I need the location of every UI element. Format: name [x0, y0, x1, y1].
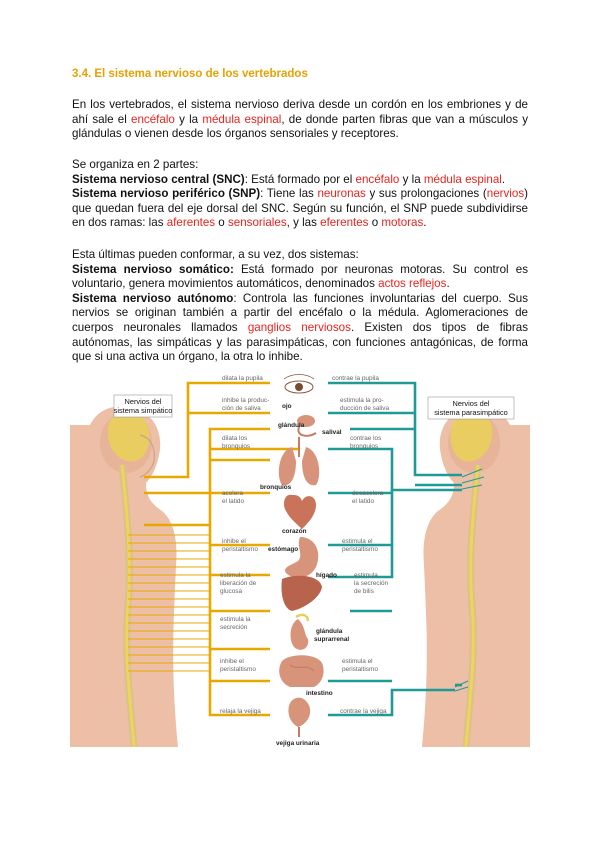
svg-text:liberación de: liberación de — [220, 580, 257, 587]
organ-label-higado: hígado — [316, 572, 337, 579]
term-snp: Sistema nervioso periférico (SNP) — [72, 187, 261, 201]
svg-text:la secreción: la secreción — [354, 580, 389, 587]
svg-text:contrae la pupila: contrae la pupila — [332, 375, 379, 382]
svg-text:contrae los: contrae los — [350, 435, 382, 442]
organ-label-glandula-supra: glándula — [316, 628, 343, 635]
right-body-silhouette — [422, 407, 530, 747]
eye-icon — [284, 375, 314, 394]
svg-text:estimula: estimula — [354, 572, 378, 579]
svg-text:acelera: acelera — [222, 490, 243, 497]
svg-text:dilata los: dilata los — [222, 435, 248, 442]
svg-text:estimula el: estimula el — [342, 658, 373, 665]
svg-text:ción de saliva: ción de saliva — [222, 405, 261, 412]
sympathetic-label-box — [114, 395, 173, 417]
organ-label-vejiga: vejiga urinaria — [276, 740, 320, 747]
lungs-icon — [279, 437, 319, 485]
svg-text:estimula la: estimula la — [220, 572, 251, 579]
svg-text:sistema simpático: sistema simpático — [113, 406, 173, 415]
svg-text:estimula la pro-: estimula la pro- — [340, 397, 384, 404]
adrenal-gland-icon — [291, 615, 309, 650]
svg-text:Nervios del: Nervios del — [124, 397, 162, 406]
section-heading: 3.4. El sistema nervioso de los vertebrados — [72, 68, 308, 80]
organ-label-glandula: glándula — [278, 422, 305, 429]
svg-text:sistema parasimpático: sistema parasimpático — [434, 408, 508, 417]
svg-text:inhibe la produc-: inhibe la produc- — [222, 397, 270, 404]
term-autonomo: Sistema nervioso autónomo — [72, 291, 234, 305]
term-medula: médula espinal — [202, 112, 282, 126]
left-body-silhouette — [70, 407, 178, 747]
heart-icon — [284, 495, 316, 529]
svg-text:el latido: el latido — [352, 498, 375, 505]
term-encefalo: encéfalo — [131, 112, 175, 126]
nervous-system-figure — [70, 365, 530, 747]
paragraph-intro: En los vertebrados, el sistema nervioso deriva desde un cordón en los embriones y de ahí sale el encéfalo y la médula espinal, de donde parten fibras que van a músculos y glándulas o vienen desde los órganos sensoriales y receptores. — [72, 98, 528, 141]
svg-text:secreción: secreción — [220, 624, 248, 631]
svg-text:peristaltismo: peristaltismo — [220, 666, 256, 673]
svg-text:estimula la: estimula la — [220, 616, 251, 623]
svg-text:inhibe el: inhibe el — [220, 658, 244, 665]
svg-text:bronquios: bronquios — [350, 443, 379, 450]
svg-text:dilata la pupila: dilata la pupila — [222, 375, 263, 382]
organ-label-ojo: ojo — [282, 403, 292, 410]
bladder-icon — [288, 698, 310, 737]
svg-text:contrae la vejiga: contrae la vejiga — [340, 708, 387, 715]
svg-text:desacelera: desacelera — [352, 490, 384, 497]
svg-text:estimula el: estimula el — [342, 538, 373, 545]
svg-text:peristaltismo: peristaltismo — [342, 666, 378, 673]
svg-text:el latido: el latido — [222, 498, 245, 505]
svg-text:Nervios del: Nervios del — [452, 399, 490, 408]
svg-text:relaja la vejiga: relaja la vejiga — [220, 708, 261, 715]
organ-label-intestino: intestino — [306, 690, 333, 697]
intestine-icon — [279, 655, 323, 687]
svg-text:de bilis: de bilis — [354, 588, 374, 595]
organ-label-salival: salival — [322, 429, 342, 436]
paragraph-systems: Esta últimas pueden conformar, a su vez, dos sistemas: Sistema nervioso somático: Está formado por neuronas motoras. Su control es voluntario, genera movimientos automáticos, denominados actos reflejos. Sistema nervioso autónomo: Controla las funciones involuntarias del cuerpo. Sus nervios se originan también a partir del encéfalo o la médula. Aglomeraciones de cuerpos neuronales llamados ganglios nerviosos. Existen dos tipos de fibras autónomas, las simpáticas y las parasimpáticas, con funciones antagónicas, de forma que si una activa un órgano, la otra lo inhibe. — [72, 248, 528, 364]
svg-text:bronquios: bronquios — [222, 443, 251, 450]
organ-label-suprarrenal: suprarrenal — [314, 636, 350, 643]
liver-icon — [281, 576, 322, 611]
svg-text:inhibe el: inhibe el — [222, 538, 246, 545]
svg-text:ducción de saliva: ducción de saliva — [340, 405, 390, 412]
organ-label-corazon: corazón — [282, 528, 307, 535]
organ-label-bronquios: bronquios — [260, 484, 292, 491]
svg-text:peristaltismo: peristaltismo — [222, 546, 258, 553]
term-somatico: Sistema nervioso somático: — [72, 262, 234, 276]
svg-text:peristaltismo: peristaltismo — [342, 546, 378, 553]
paragraph-organization: Se organiza en 2 partes: Sistema nervioso central (SNC): Está formado por el encéfalo y la médula espinal. Sistema nervioso periférico (SNP): Tiene las neuronas y sus prolongaciones (nervios) que quedan fuera del eje dorsal del SNC. Según su función, el SNP puede subdividirse en dos ramas: las aferentes o sensoriales, y las eferentes o motoras. — [72, 158, 528, 230]
svg-text:glucosa: glucosa — [220, 588, 243, 595]
term-snc: Sistema nervioso central (SNC) — [72, 172, 245, 186]
parasympathetic-label-box — [428, 397, 514, 419]
stomach-icon — [285, 537, 318, 578]
organ-label-estomago: estómago — [268, 546, 299, 553]
